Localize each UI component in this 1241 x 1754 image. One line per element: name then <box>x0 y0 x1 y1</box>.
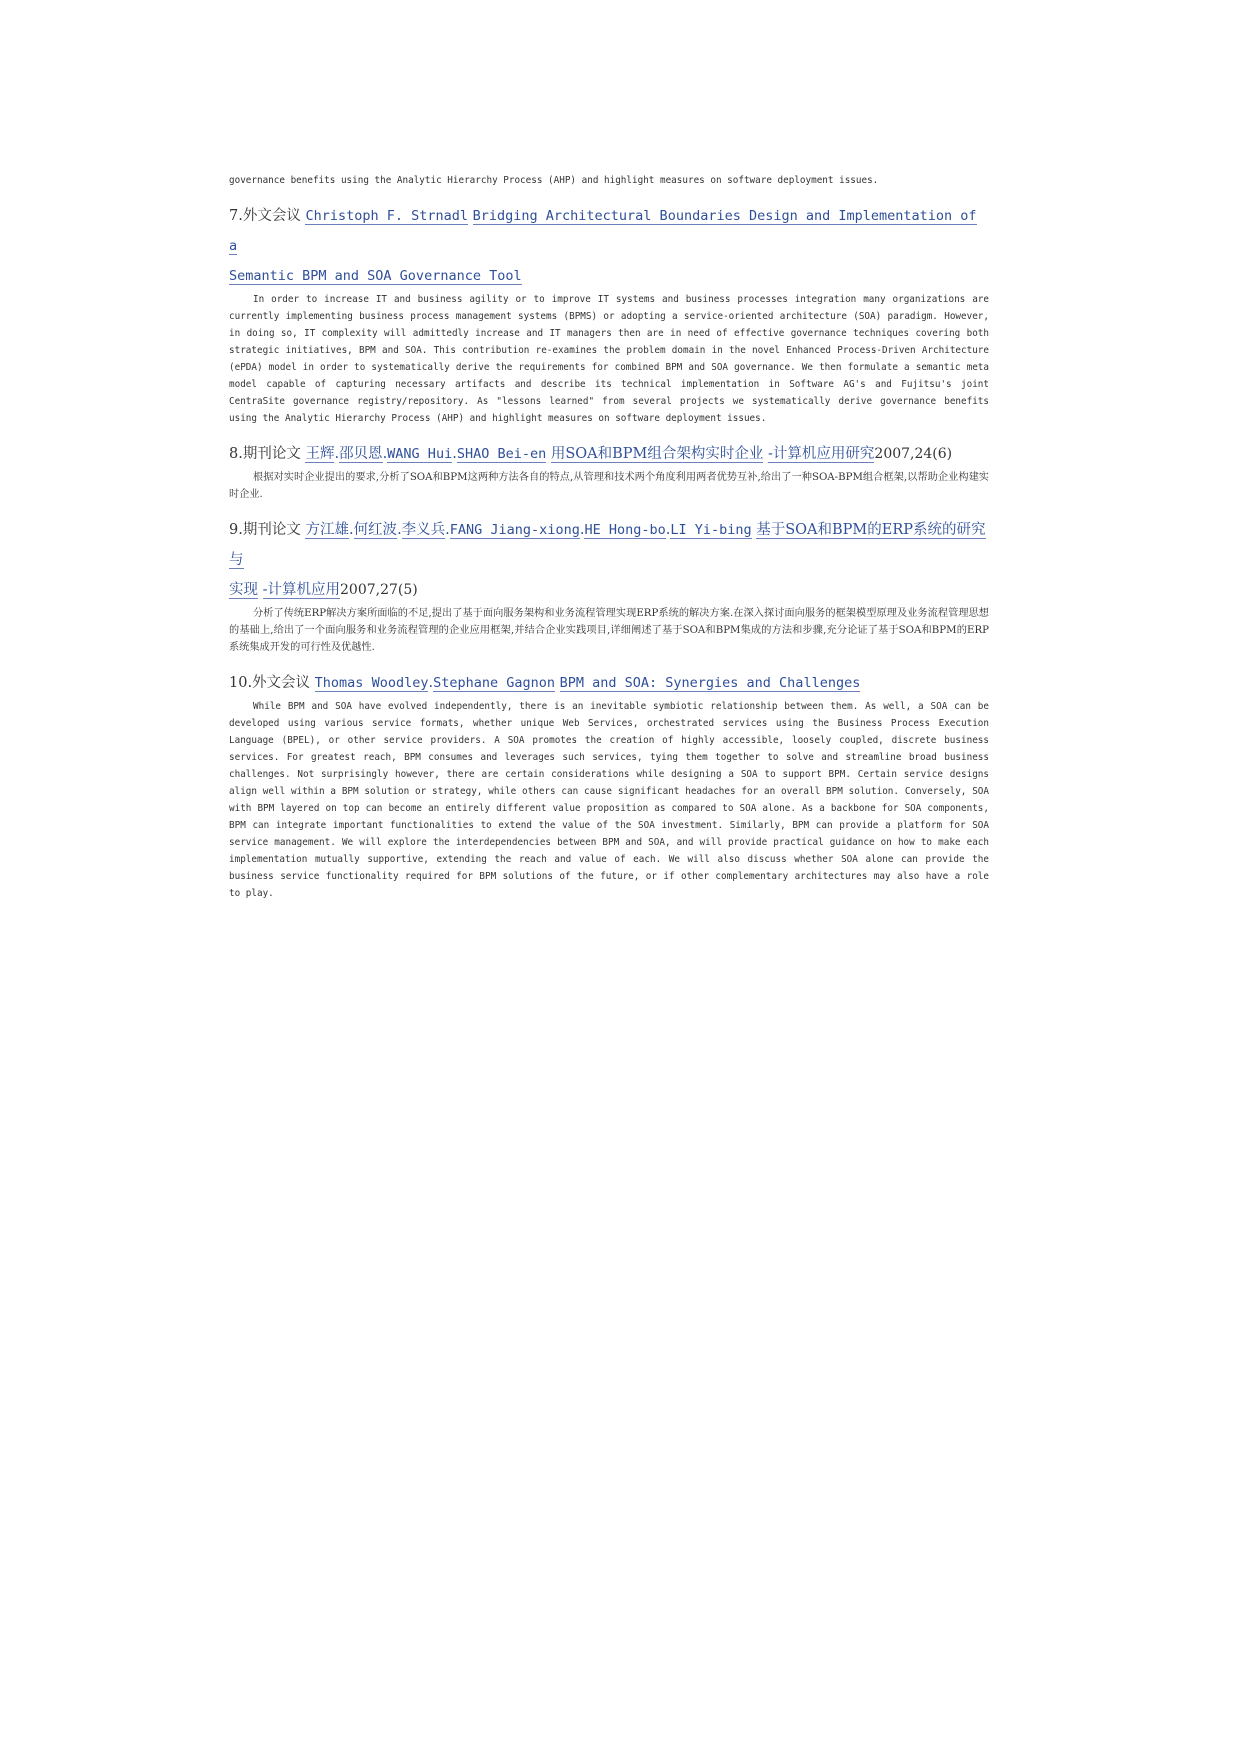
author-link[interactable]: WANG Hui <box>387 446 453 462</box>
entry-heading: 10.外文会议 Thomas Woodley.Stephane Gagnon BPM and SOA: Synergies and Challenges <box>229 675 861 691</box>
entry-number: 10. <box>229 675 253 691</box>
entry-type: 外文会议 <box>252 675 311 691</box>
author-link[interactable]: 李义兵 <box>401 522 446 538</box>
title-link[interactable]: 用SOA和BPM组合架构实时企业 <box>550 446 764 462</box>
continued-abstract: governance benefits using the Analytic Hierarchy Process (AHP) and highlight measures on software deployment issues. <box>229 175 879 186</box>
title-link[interactable]: BPM and SOA: Synergies and Challenges <box>559 675 861 691</box>
author-link[interactable]: LI Yi-bing <box>670 522 752 538</box>
entry-number: 9. <box>229 522 243 538</box>
entry-number: 8. <box>229 446 243 462</box>
reference-entry-7 <box>229 201 989 427</box>
author-link[interactable]: 方江雄 <box>305 522 349 538</box>
entry-type: 期刊论文 <box>242 522 301 538</box>
journal-link[interactable]: -计算机应用研究 <box>768 446 875 462</box>
title-link-cont[interactable]: 实现 <box>229 582 258 598</box>
author-link[interactable]: FANG Jiang-xiong <box>449 522 580 538</box>
author-link[interactable]: Stephane Gagnon <box>433 675 555 691</box>
author-link[interactable]: 邵贝恩 <box>339 446 383 462</box>
entry-heading-cont <box>229 575 989 605</box>
entry-type: 期刊论文 <box>242 446 301 462</box>
author-link[interactable]: 何红波 <box>353 522 398 538</box>
author-link[interactable]: HE Hong-bo <box>584 522 666 538</box>
journal-issue: 2007,27(5) <box>340 582 418 598</box>
journal-link[interactable]: -计算机应用 <box>262 582 341 598</box>
author-link[interactable]: SHAO Bei-en <box>456 446 547 462</box>
entry-heading <box>229 201 989 261</box>
entry-type: 外文会议 <box>242 208 301 224</box>
document-page <box>229 172 989 902</box>
title-link[interactable]: 基于SOA和BPM的ERP系统的研究与 <box>229 522 986 568</box>
title-link-cont[interactable]: Semantic BPM and SOA Governance Tool <box>229 268 522 284</box>
entry-heading-cont <box>229 261 989 291</box>
entry-heading: 8.期刊论文 王辉.邵贝恩.WANG Hui.SHAO Bei-en 用SOA和BPM组合架构实时企业 -计算机应用研究2007,24(6) <box>229 446 953 462</box>
author-link[interactable]: Thomas Woodley <box>314 675 429 691</box>
title-link[interactable]: Bridging Architectural Boundaries Design and Implementation of a <box>229 208 977 254</box>
reference-entry-9 <box>229 515 989 656</box>
reference-entry-8 <box>229 439 989 503</box>
author-link[interactable]: 王辉 <box>305 446 335 462</box>
entry-abstract: While BPM and SOA have evolved independently, there is an inevitable symbiotic relationship between them. As well, a SOA can be developed using various service formats, whether unique Web Services, orchestrated services using the Business Process Execution Language (BPEL), or other service providers. A SOA promotes the creation of highly accessible, loosely coupled, discrete business services. For greatest reach, BPM consumes and leverages such services, tying them together to solve and streamline broad business challenges. Not surprisingly however, there are certain considerations while designing a SOA to support BPM. Certain service designs align well within a BPM solution or strategy, while others can cause significant headaches for an overall BPM solution. Conversely, SOA with BPM layered on top can become an entirely different value proposition as compared to SOA alone. As a backbone for SOA components, BPM can integrate important functionalities to extend the value of the SOA investment. Similarly, BPM can provide a platform for SOA service management. We will explore the interdependencies between BPM and SOA, and will provide practical guidance on how to make each implementation mutually supportive, extending the reach and value of each. We will also discuss whether SOA alone can provide the business service functionality required for BPM solutions of the future, or if other complementary architectures may also have a role to play. <box>229 701 989 899</box>
author-link[interactable]: Christoph F. Strnadl <box>305 208 469 224</box>
entry-abstract: In order to increase IT and business agility or to improve IT systems and business processes integration many organizations are currently implementing business process management systems (BPMS) or adopting a service-oriented architecture (SOA) paradigm. However, in doing so, IT complexity will admittedly increase and IT managers then are in need of effective governance techniques covering both strategic initiatives, BPM and SOA. This contribution re-examines the problem domain in the novel Enhanced Process-Driven Architecture (ePDA) model in order to systematically derive the requirements for combined BPM and SOA governance. We then formulate a semantic meta model capable of capturing necessary artifacts and describe its technical implementation in Software AG's and Fujitsu's joint CentraSite governance registry/repository. As "lessons learned" from several projects we systematically derive governance benefits using the Analytic Hierarchy Process (AHP) and highlight measures on software deployment issues. <box>229 294 989 424</box>
entry-abstract: 分析了传统ERP解决方案所面临的不足,提出了基于面向服务架构和业务流程管理实现ERP系统的解决方案.在深入探讨面向服务的框架模型原理及业务流程管理思想的基础上,给出了一个面向服务和业务流程管理的企业应用框架,并结合企业实践项目,详细阐述了基于SOA和BPM集成的方法和步骤,充分论证了基于SOA和BPM的ERP系统集成开发的可行性及优越性. <box>229 608 989 653</box>
reference-entry-10 <box>229 668 989 902</box>
entry-abstract: 根据对实时企业提出的要求,分析了SOA和BPM这两种方法各自的特点,从管理和技术两个角度利用两者优势互补,给出了一种SOA-BPM组合框架,以帮助企业构建实时企业. <box>229 472 989 500</box>
journal-issue: 2007,24(6) <box>874 446 953 462</box>
entry-number: 7. <box>229 208 243 224</box>
entry-heading: 9.期刊论文 方江雄.何红波.李义兵.FANG Jiang-xiong.HE Hong-bo.LI Yi-bing 基于SOA和BPM的ERP系统的研究与 <box>229 522 986 568</box>
